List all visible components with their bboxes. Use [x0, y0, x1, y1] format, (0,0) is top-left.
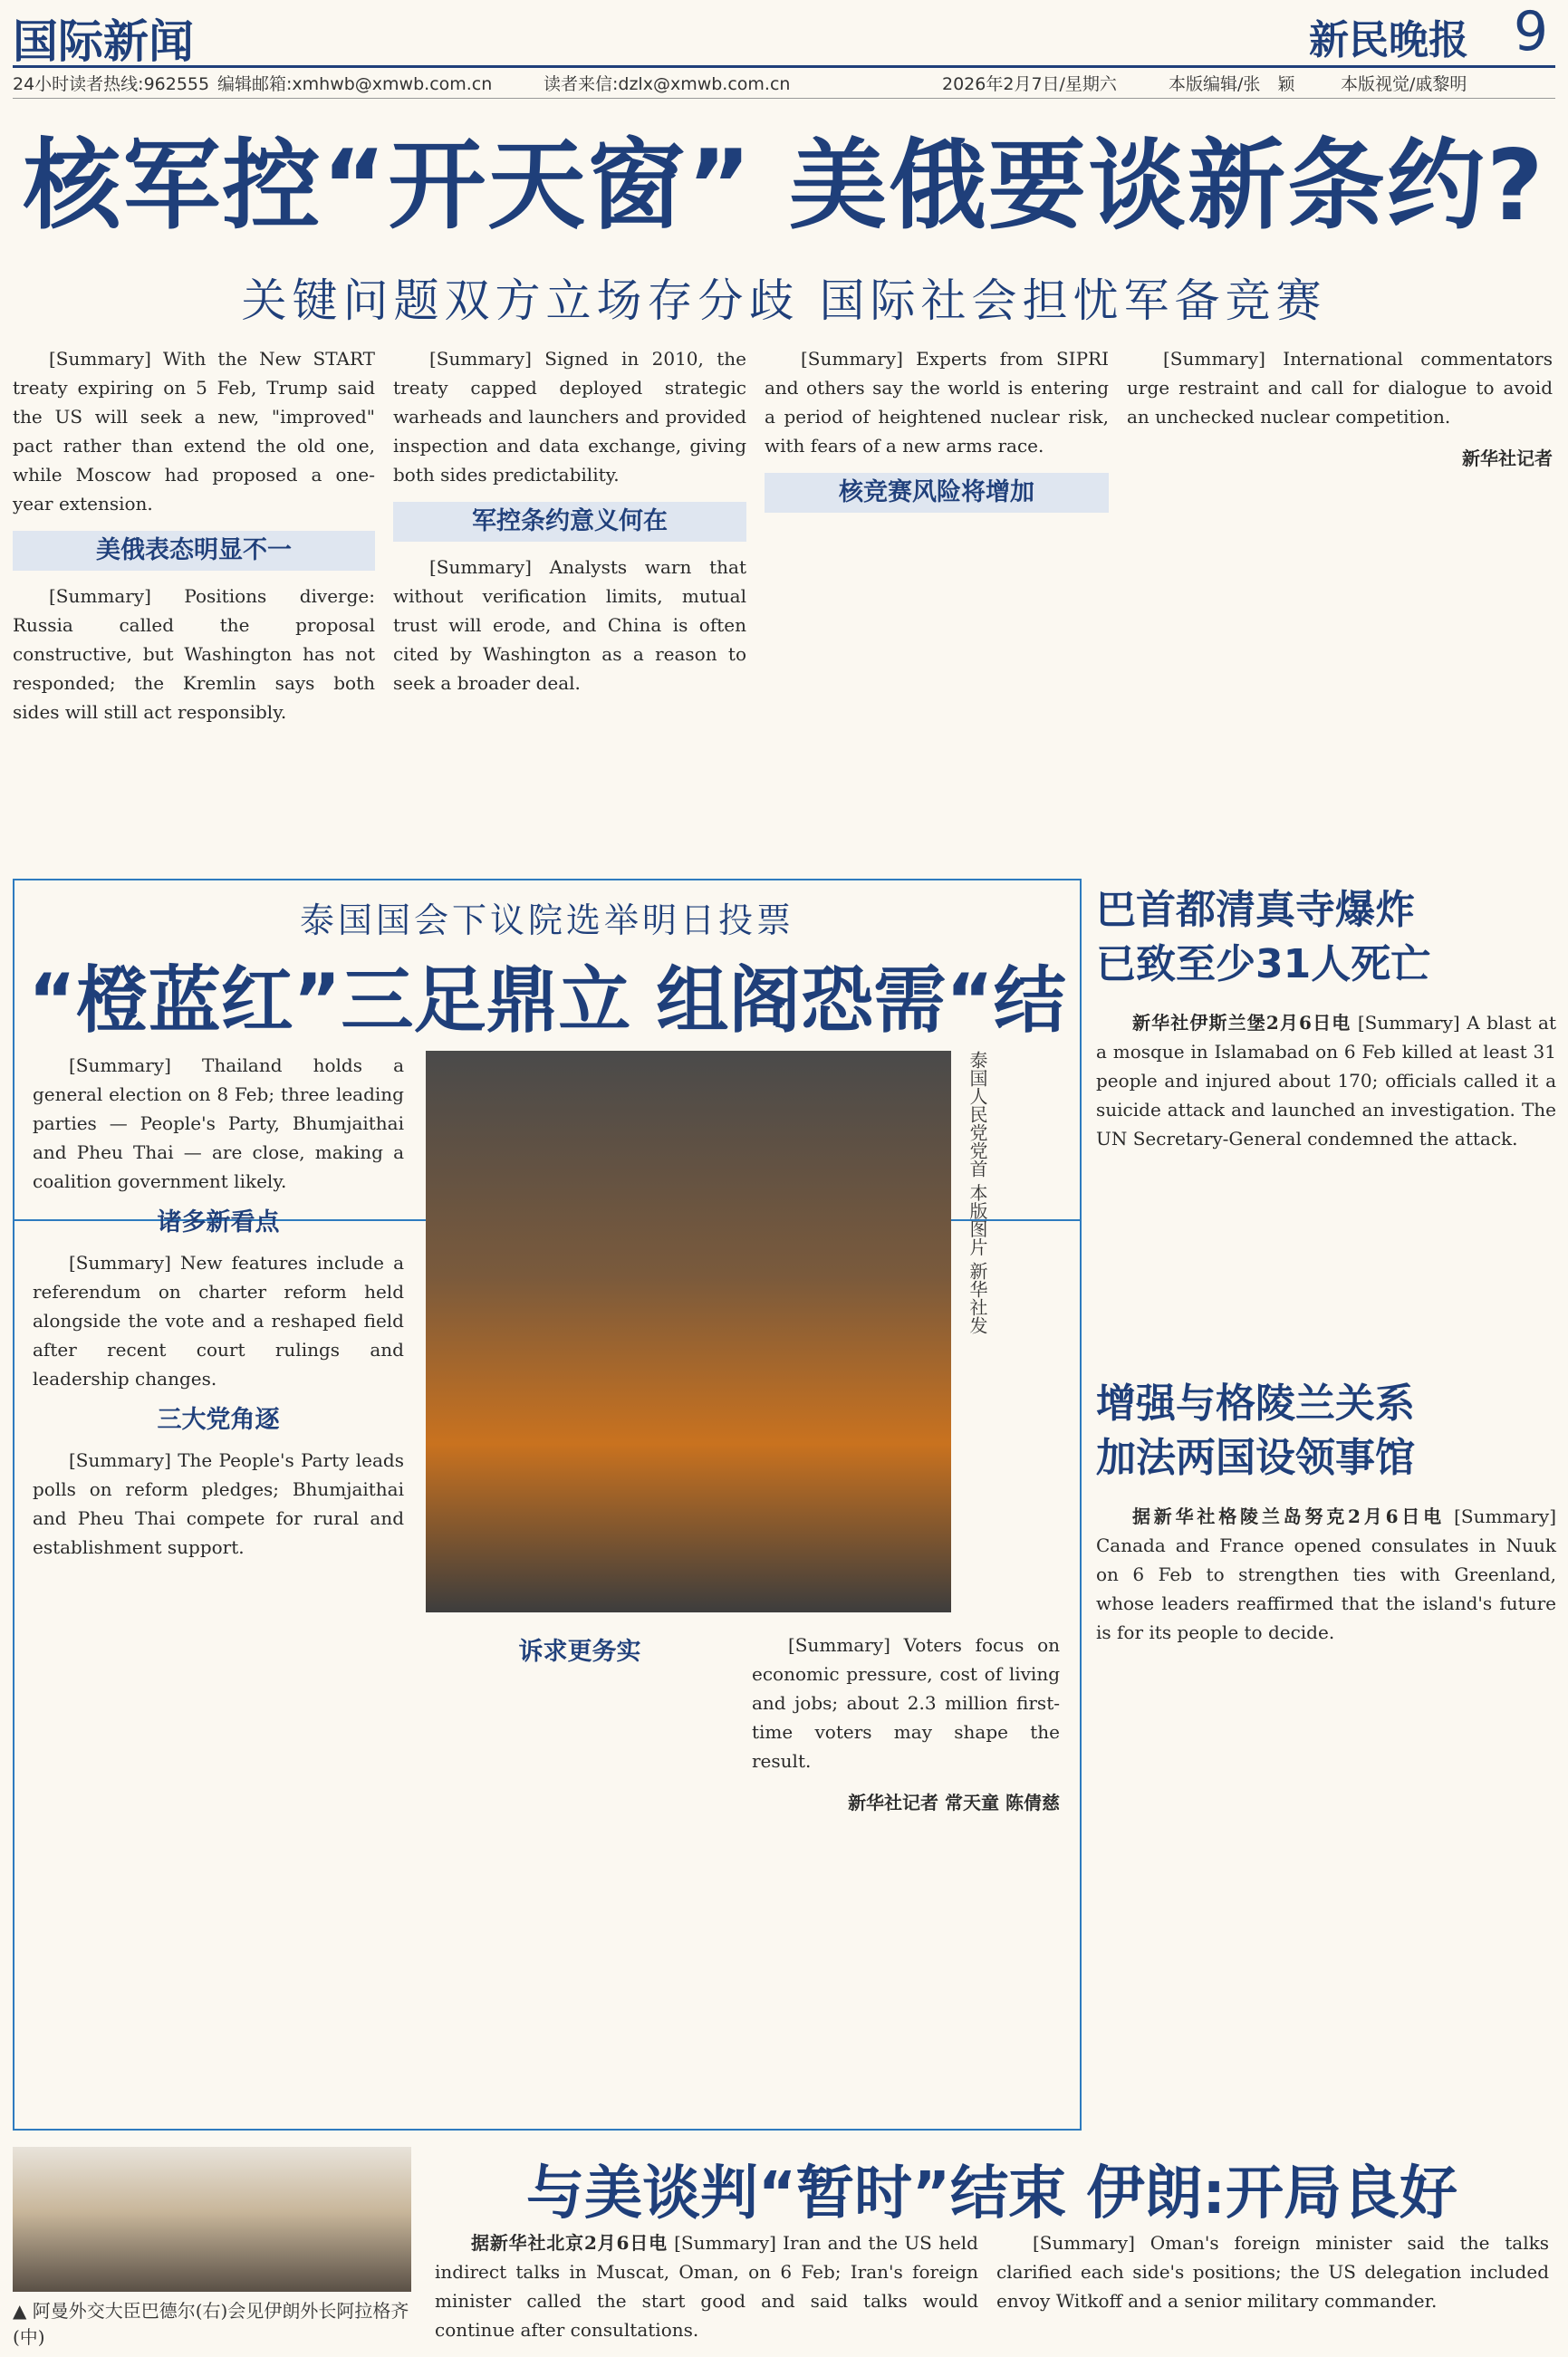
lead-byline: 新华社记者: [1462, 447, 1553, 469]
info-rule: [13, 98, 1555, 99]
side2-headline-1: 增强与格陵兰关系: [1096, 1381, 1415, 1427]
lead-section-heading: 核竞赛风险将增加: [765, 473, 1109, 513]
iran-meeting-photo: [13, 2147, 411, 2292]
iran-photo-caption: ▲ 阿曼外交大臣巴德尔(右)会见伊朗外长阿拉格齐(中): [13, 2300, 409, 2348]
section-title: 国际新闻: [13, 15, 194, 68]
page-designer: 本版视觉/戚黎明: [1341, 74, 1467, 94]
side1-headline-1: 巴首都清真寺爆炸: [1096, 887, 1415, 933]
thai-section-heading: 三大党角逐: [157, 1406, 280, 1434]
lead-section-heading: 军控条约意义何在: [393, 502, 746, 542]
lead-section-heading: 美俄表态明显不一: [13, 531, 375, 571]
thai-summary: [Summary] The People's Party leads polls on reform pledges; Bhumjaithai and Pheu Thai compete for rural and establishment support.: [33, 1449, 404, 1558]
iran-dateline: 据新华社北京2月6日电: [471, 2232, 668, 2254]
thai-headline: “橙蓝红”三足鼎立 组阁恐需“结: [28, 958, 1066, 1043]
issue-date: 2026年2月7日/星期六: [942, 74, 1117, 94]
lead-headline: 核军控“开天窗” 美俄要谈新条约?: [23, 130, 1545, 243]
thai-column-1: [33, 1051, 404, 1574]
side1-headline-2: 已致至少31人死亡: [1096, 941, 1431, 987]
lead-summary: [Summary] Signed in 2010, the treaty capped deployed strategic warheads and launchers and provided inspection and data exchange, giving both sides predictability.: [393, 348, 746, 486]
header-rule: [13, 65, 1555, 68]
side2-dateline: 据新华社格陵兰岛努克2月6日电: [1132, 1506, 1445, 1527]
side1-dateline: 新华社伊斯兰堡2月6日电: [1132, 1012, 1352, 1034]
editor-email: 编辑邮箱:xmhwb@xmwb.com.cn: [217, 74, 493, 94]
reader-hotline: 24小时读者热线:962555: [13, 74, 210, 94]
lead-summary: [Summary] Experts from SIPRI and others say the world is entering a period of heightened nuclear risk, with fears of a new arms race.: [765, 348, 1109, 457]
thai-summary: [Summary] New features include a referendum on charter reform held alongside the vote and a reshaped field after recent court rulings and leadership changes.: [33, 1252, 404, 1390]
thai-section-heading: 诸多新看点: [157, 1208, 280, 1236]
side-story-2: [1096, 1377, 1556, 1660]
reader-letters: 读者来信:dzlx@xmwb.com.cn: [544, 74, 791, 94]
side2-body: [1096, 1502, 1556, 1647]
thai-column-2: [426, 1631, 734, 1678]
thai-summary: [Summary] Thailand holds a general election on 8 Feb; three leading parties — People's Party, Bhumjaithai and Pheu Thai — are close, making a coalition government likely.: [33, 1054, 404, 1192]
thai-kicker: 泰国国会下议院选举明日投票: [299, 900, 794, 940]
thai-byline: 新华社记者 常天童 陈倩慈: [848, 1792, 1060, 1813]
lead-column-3: [765, 344, 1109, 524]
thai-section-heading: 诉求更务实: [518, 1638, 641, 1666]
thai-rally-photo: [426, 1051, 951, 1612]
side-story-1: [1096, 883, 1556, 1166]
thai-photo-caption: 泰国人民党党首 本版图片 新华社发: [967, 1051, 988, 1334]
iran-column-2: [996, 2228, 1549, 2328]
lead-column-1: [13, 344, 375, 739]
lead-summary: [Summary] With the New START treaty expiring on 5 Feb, Trump said the US will seek a new, "improved" pact rather than extend the old one, while Moscow had proposed a one-year extension.: [13, 348, 375, 515]
lead-summary: [Summary] Positions diverge: Russia called the proposal constructive, but Washington has not responded; the Kremlin says both sides will still act responsibly.: [13, 585, 375, 723]
page-number: 9: [1513, 0, 1548, 63]
iran-headline: 与美谈判“暂时”结束 伊朗:开局良好: [526, 2160, 1457, 2227]
lead-summary: [Summary] International commentators urge restraint and call for dialogue to avoid an unchecked nuclear competition.: [1127, 348, 1553, 428]
side2-headline-2: 加法两国设领事馆: [1096, 1435, 1415, 1481]
lead-column-2: [393, 344, 746, 710]
side1-body: [1096, 1008, 1556, 1153]
thai-summary: [Summary] Voters focus on economic pressure, cost of living and jobs; about 2.3 million first-time voters may shape the result.: [752, 1634, 1060, 1772]
lead-summary: [Summary] Analysts warn that without verification limits, mutual trust will erode, and China is often cited by Washington as a reason to seek a broader deal.: [393, 556, 746, 694]
iran-summary: [Summary] Iran and the US held indirect talks in Muscat, Oman, on 6 Feb; Iran's foreign minister called the start good and said talks would continue after consultations.: [435, 2232, 978, 2341]
side1-summary: [Summary] A blast at a mosque in Islamabad on 6 Feb killed at least 31 people and injured about 170; officials called it a suicide attack and launched an investigation. The UN Secretary-General condemned the attack.: [1096, 1012, 1556, 1150]
thai-column-3: [752, 1631, 1060, 1817]
lead-column-4: [1127, 344, 1553, 473]
iran-column-1: [435, 2228, 978, 2357]
lead-subheadline: 关键问题双方立场存分歧 国际社会担忧军备竞赛: [241, 274, 1327, 327]
iran-summary: [Summary] Oman's foreign minister said the talks clarified each side's positions; the US delegation included envoy Witkoff and a senior military commander.: [996, 2232, 1549, 2312]
page-editor: 本版编辑/张 颖: [1169, 74, 1295, 94]
side2-summary: [Summary] Canada and France opened consulates in Nuuk on 6 Feb to strengthen ties with Greenland, whose leaders reaffirmed that the island's future is for its people to decide.: [1096, 1506, 1556, 1643]
paper-logo: 新民晚报: [1309, 17, 1468, 63]
